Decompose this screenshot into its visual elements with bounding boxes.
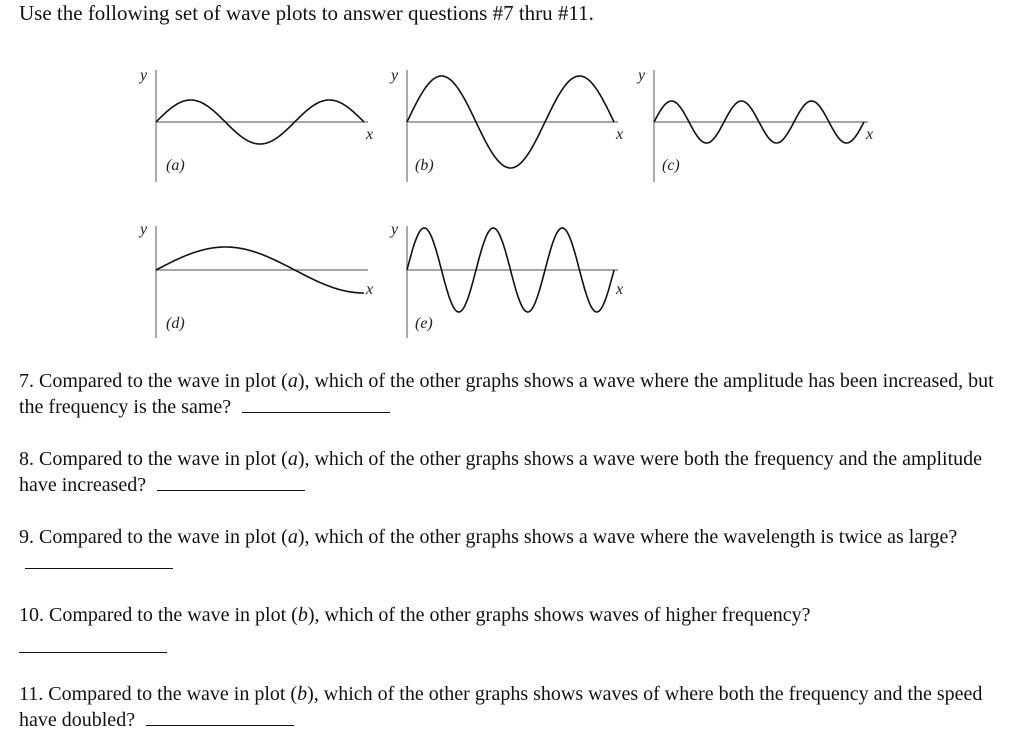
question-number: 7. — [19, 370, 34, 392]
question-text-pre: Compared to the wave in plot ( — [49, 604, 298, 626]
answer-blank-11[interactable] — [146, 707, 294, 726]
question-text-pre: Compared to the wave in plot ( — [39, 448, 288, 470]
question-text-pre: Compared to the wave in plot ( — [39, 370, 288, 392]
question-number: 11. — [19, 683, 44, 705]
plot-label: (a) — [166, 157, 185, 174]
question-text-pre: Compared to the wave in plot ( — [39, 526, 288, 548]
x-axis-label: x — [616, 281, 624, 298]
y-axis-label: y — [638, 67, 646, 84]
wave-plots-figure — [0, 0, 1024, 360]
wave-plot-a — [138, 67, 373, 182]
question-number: 8. — [19, 448, 34, 470]
y-axis-label: y — [391, 67, 399, 84]
wave-plot-e — [389, 221, 623, 338]
question-8 — [19, 446, 1009, 498]
question-text-post: ), which of the other graphs shows a wave where the wavelength is twice as large? — [297, 526, 958, 548]
question-9 — [19, 524, 1009, 576]
answer-blank-9[interactable] — [25, 550, 173, 569]
plot-reference: a — [287, 370, 298, 392]
question-text-post: ), which of the other graphs shows waves of higher frequency? — [307, 604, 811, 626]
y-axis-label: y — [140, 67, 148, 84]
x-axis-label: x — [366, 126, 374, 143]
answer-blank-8[interactable] — [157, 472, 305, 491]
plot-label: (c) — [662, 157, 680, 174]
page-heading: Use the following set of wave plots to answer questions #7 thru #11. — [19, 1, 594, 25]
x-axis-label: x — [866, 126, 874, 143]
y-axis-label: y — [391, 221, 399, 238]
plot-reference: b — [297, 683, 308, 705]
question-11 — [19, 681, 1009, 733]
question-7 — [19, 368, 1009, 420]
x-axis-label: x — [366, 281, 374, 298]
x-axis-label: x — [616, 126, 624, 143]
wave-plot-b — [389, 67, 623, 182]
answer-blank-10[interactable] — [19, 638, 167, 653]
plot-label: (b) — [415, 157, 434, 174]
plot-reference: a — [287, 448, 298, 470]
plot-reference: a — [287, 526, 298, 548]
plot-label: (e) — [415, 315, 433, 332]
answer-blank-7[interactable] — [242, 394, 390, 413]
plot-reference: b — [297, 604, 308, 626]
wave-plot-c — [636, 67, 873, 182]
question-text-post: ), which of the other graphs shows a wave were both the frequency and the amplitude have increased? — [19, 448, 983, 496]
question-number: 9. — [19, 526, 34, 548]
question-text-post: ), which of the other graphs shows waves of where both the frequency and the speed have doubled? — [19, 683, 983, 731]
y-axis-label: y — [140, 221, 148, 238]
plot-label: (d) — [166, 315, 185, 332]
question-text-post: ), which of the other graphs shows a wave where the amplitude has been increased, but the frequency is the same? — [19, 370, 994, 418]
question-text-pre: Compared to the wave in plot ( — [48, 683, 298, 705]
wave-plot-d — [138, 221, 373, 338]
question-10 — [19, 602, 1009, 653]
question-number: 10. — [19, 604, 44, 626]
